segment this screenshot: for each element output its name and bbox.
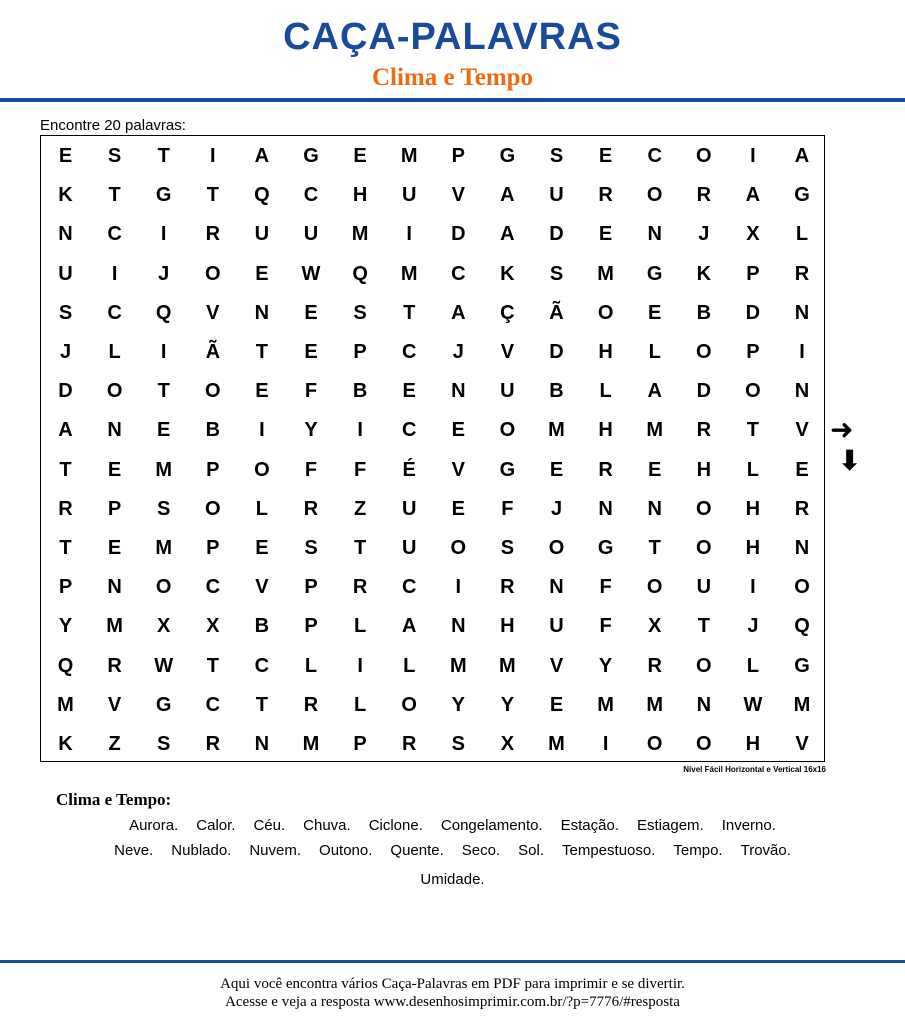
- grid-letter[interactable]: T: [403, 301, 416, 324]
- grid-letter[interactable]: J: [452, 341, 464, 363]
- grid-letter[interactable]: B: [696, 301, 712, 324]
- grid-letter[interactable]: E: [451, 497, 465, 520]
- grid-letter[interactable]: G: [794, 654, 810, 677]
- word-search-grid: [40, 135, 825, 762]
- grid-letter[interactable]: H: [500, 615, 515, 638]
- grid-letter[interactable]: O: [696, 497, 712, 520]
- grid-letter[interactable]: P: [353, 341, 367, 363]
- grid-letter[interactable]: N: [647, 497, 662, 520]
- grid-letter[interactable]: E: [353, 145, 367, 167]
- grid-letter[interactable]: L: [353, 615, 367, 638]
- grid-letter[interactable]: S: [549, 262, 564, 285]
- grid-letter[interactable]: M: [155, 458, 173, 481]
- grid-letter[interactable]: O: [450, 537, 467, 559]
- grid-letter[interactable]: E: [451, 419, 465, 442]
- grid-letter[interactable]: Y: [500, 693, 515, 716]
- grid-letter[interactable]: T: [255, 341, 268, 363]
- grid-letter[interactable]: É: [402, 458, 416, 481]
- grid-letter[interactable]: I: [160, 223, 167, 246]
- grid-letter[interactable]: P: [451, 145, 465, 167]
- header-divider: [0, 98, 905, 102]
- grid-letter[interactable]: R: [58, 497, 73, 520]
- grid-letter[interactable]: M: [793, 693, 811, 716]
- grid-letter[interactable]: T: [255, 693, 268, 716]
- grid-letter[interactable]: I: [357, 654, 363, 677]
- grid-letter[interactable]: N: [794, 537, 810, 559]
- grid-letter[interactable]: F: [304, 380, 318, 403]
- grid-letter[interactable]: X: [206, 615, 220, 638]
- grid-letter[interactable]: X: [500, 733, 515, 755]
- word-list-item: Congelamento.: [440, 817, 543, 834]
- grid-letter[interactable]: O: [205, 380, 221, 403]
- word-list-item: Quente.: [390, 842, 444, 859]
- grid-letter[interactable]: M: [646, 419, 664, 442]
- grid-letter[interactable]: S: [58, 301, 73, 324]
- level-note: Nível Fácil Horizontal e Vertical 16x16: [683, 765, 826, 774]
- grid-letter[interactable]: O: [794, 576, 810, 599]
- grid-letter[interactable]: N: [254, 733, 270, 755]
- grid-letter[interactable]: M: [646, 693, 664, 716]
- grid-letter[interactable]: L: [108, 341, 121, 363]
- grid-letter[interactable]: K: [58, 733, 73, 755]
- word-list-row: [0, 817, 905, 834]
- grid-letter[interactable]: V: [795, 419, 809, 442]
- grid-letter[interactable]: Ã: [549, 301, 564, 324]
- grid-letter[interactable]: S: [451, 733, 465, 755]
- grid-letter[interactable]: E: [255, 380, 269, 403]
- grid-letter[interactable]: O: [696, 654, 712, 677]
- grid-letter[interactable]: M: [302, 733, 320, 755]
- grid-letter[interactable]: Q: [794, 615, 810, 638]
- grid-letter[interactable]: C: [254, 654, 270, 677]
- grid-letter[interactable]: B: [205, 419, 221, 442]
- arrow-right-icon: ➜: [830, 413, 854, 446]
- grid-letter[interactable]: G: [646, 262, 663, 285]
- grid-letter[interactable]: R: [303, 497, 319, 520]
- grid-letter[interactable]: M: [449, 654, 467, 677]
- grid-letter[interactable]: H: [745, 537, 761, 559]
- grid-letter[interactable]: N: [696, 693, 712, 716]
- grid-letter[interactable]: D: [58, 380, 73, 403]
- grid-letter[interactable]: I: [357, 419, 363, 442]
- grid-letter[interactable]: G: [303, 145, 319, 167]
- grid-letter[interactable]: O: [745, 380, 761, 403]
- grid-letter[interactable]: J: [59, 341, 72, 363]
- grid-letter[interactable]: R: [205, 223, 221, 246]
- grid-letter[interactable]: I: [160, 341, 167, 363]
- arrow-down-icon: ⬇: [838, 444, 862, 477]
- grid-letter[interactable]: B: [549, 380, 564, 403]
- grid-letter[interactable]: R: [352, 576, 368, 599]
- grid-letter[interactable]: P: [353, 733, 367, 755]
- grid-letter[interactable]: I: [602, 733, 609, 755]
- grid-letter[interactable]: N: [58, 223, 73, 246]
- grid-letter[interactable]: L: [648, 341, 661, 363]
- grid-letter[interactable]: U: [500, 380, 515, 403]
- grid-letter[interactable]: H: [745, 497, 761, 520]
- grid-letter[interactable]: A: [401, 615, 417, 638]
- grid-letter[interactable]: I: [406, 223, 412, 246]
- grid-letter[interactable]: I: [259, 419, 265, 442]
- grid-letter[interactable]: U: [303, 223, 319, 246]
- grid-letter[interactable]: C: [647, 145, 662, 167]
- grid-letter[interactable]: Y: [304, 419, 318, 442]
- grid-letter[interactable]: X: [157, 615, 171, 638]
- grid-letter[interactable]: M: [155, 537, 173, 559]
- grid-letter[interactable]: A: [794, 145, 810, 167]
- grid-letter[interactable]: F: [599, 576, 612, 599]
- grid-letter[interactable]: F: [353, 458, 367, 481]
- grid-letter[interactable]: S: [157, 733, 171, 755]
- instruction-text: Encontre 20 palavras:: [40, 117, 186, 134]
- grid-letter[interactable]: G: [597, 537, 614, 559]
- grid-letter[interactable]: F: [599, 615, 612, 638]
- grid-letter[interactable]: U: [549, 184, 564, 207]
- grid-letter[interactable]: R: [647, 654, 662, 677]
- grid-letter[interactable]: S: [157, 497, 171, 520]
- grid-letter[interactable]: E: [255, 262, 269, 285]
- grid-letter[interactable]: T: [206, 654, 219, 677]
- grid-letter[interactable]: E: [648, 301, 662, 324]
- grid-letter[interactable]: H: [352, 184, 368, 207]
- word-list-item: Nuvem.: [249, 842, 302, 859]
- grid-letter[interactable]: C: [401, 576, 417, 599]
- grid-letter[interactable]: E: [402, 380, 416, 403]
- grid-letter[interactable]: E: [598, 223, 613, 246]
- grid-letter[interactable]: P: [746, 262, 760, 285]
- grid-letter[interactable]: O: [254, 458, 270, 481]
- grid-letter[interactable]: N: [451, 615, 466, 638]
- grid-letter[interactable]: O: [205, 262, 221, 285]
- grid-letter[interactable]: O: [696, 537, 712, 559]
- grid-letter[interactable]: G: [794, 184, 810, 207]
- word-list-item: Nublado.: [171, 842, 232, 859]
- footer-line-1: Aqui você encontra vários Caça-Palavras em PDF para imprimir e se divertir.: [220, 976, 685, 992]
- grid-letter[interactable]: L: [304, 654, 318, 677]
- grid-letter[interactable]: M: [351, 223, 369, 246]
- word-list-item: Tempestuoso.: [562, 842, 656, 859]
- grid-letter[interactable]: O: [696, 341, 712, 363]
- grid-letter[interactable]: O: [646, 184, 663, 207]
- word-list-row: [0, 842, 905, 859]
- grid-letter[interactable]: T: [206, 184, 219, 207]
- grid-letter[interactable]: O: [155, 576, 172, 599]
- grid-letter[interactable]: V: [451, 458, 465, 481]
- word-list-item: Chuva.: [303, 817, 351, 834]
- grid-letter[interactable]: K: [696, 262, 712, 285]
- grid-letter[interactable]: V: [255, 576, 269, 599]
- grid-letter[interactable]: T: [157, 380, 170, 403]
- grid-letter[interactable]: R: [696, 184, 712, 207]
- grid-letter[interactable]: H: [745, 733, 761, 755]
- grid-letter[interactable]: G: [499, 145, 516, 167]
- grid-letter[interactable]: C: [451, 262, 466, 285]
- grid-letter[interactable]: D: [451, 223, 466, 246]
- grid-letter[interactable]: C: [107, 301, 122, 324]
- page-subtitle: Clima e Tempo: [371, 64, 534, 91]
- grid-letter[interactable]: M: [106, 615, 123, 638]
- grid-letter[interactable]: U: [696, 576, 712, 599]
- grid-letter[interactable]: F: [501, 497, 514, 520]
- grid-letter[interactable]: U: [401, 497, 417, 520]
- grid-letter[interactable]: O: [499, 419, 516, 442]
- grid-letter[interactable]: H: [598, 419, 613, 442]
- grid-letter[interactable]: R: [303, 693, 319, 716]
- grid-letter[interactable]: P: [304, 615, 318, 638]
- grid-letter[interactable]: E: [107, 458, 122, 481]
- grid-letter[interactable]: L: [255, 497, 268, 520]
- grid-letter[interactable]: I: [455, 576, 462, 599]
- grid-letter[interactable]: O: [696, 733, 712, 755]
- grid-letter[interactable]: C: [205, 693, 221, 716]
- grid-letter[interactable]: R: [500, 576, 515, 599]
- grid-letter[interactable]: N: [598, 497, 613, 520]
- grid-letter[interactable]: R: [696, 419, 712, 442]
- word-list-item: Seco.: [461, 842, 501, 859]
- grid-letter[interactable]: A: [745, 184, 761, 207]
- grid-letter[interactable]: S: [500, 537, 515, 559]
- grid-letter[interactable]: V: [500, 341, 515, 363]
- grid-letter[interactable]: E: [648, 458, 662, 481]
- grid-letter[interactable]: D: [549, 223, 564, 246]
- grid-letter[interactable]: A: [500, 184, 515, 207]
- grid-letter[interactable]: K: [58, 184, 73, 207]
- word-list-item: Céu.: [253, 817, 286, 834]
- grid-letter[interactable]: A: [254, 145, 270, 167]
- grid-letter[interactable]: Y: [598, 654, 613, 677]
- grid-letter[interactable]: G: [155, 693, 172, 716]
- grid-letter[interactable]: E: [549, 693, 564, 716]
- grid-letter[interactable]: V: [451, 184, 465, 207]
- word-list-row: [0, 871, 905, 888]
- grid-letter[interactable]: L: [746, 458, 759, 481]
- grid-letter[interactable]: I: [210, 145, 216, 167]
- word-list-item: Estação.: [560, 817, 619, 834]
- grid-letter[interactable]: L: [795, 223, 809, 246]
- grid-letter[interactable]: L: [599, 380, 612, 403]
- grid-letter[interactable]: T: [648, 537, 661, 559]
- grid-letter[interactable]: J: [698, 223, 710, 246]
- grid-letter[interactable]: Ã: [205, 341, 221, 363]
- grid-letter[interactable]: E: [598, 145, 613, 167]
- grid-letter[interactable]: C: [303, 184, 319, 207]
- grid-letter[interactable]: C: [107, 223, 122, 246]
- grid-letter[interactable]: G: [155, 184, 172, 207]
- grid-letter[interactable]: T: [697, 615, 710, 638]
- grid-letter[interactable]: R: [107, 654, 122, 677]
- grid-letter[interactable]: N: [107, 576, 122, 599]
- grid-letter[interactable]: T: [353, 537, 367, 559]
- grid-letter[interactable]: N: [794, 380, 810, 403]
- grid-letter[interactable]: N: [549, 576, 564, 599]
- grid-letter[interactable]: M: [548, 419, 565, 442]
- grid-letter[interactable]: D: [549, 341, 564, 363]
- grid-letter[interactable]: U: [254, 223, 270, 246]
- grid-letter[interactable]: O: [548, 537, 565, 559]
- grid-letter[interactable]: R: [794, 262, 810, 285]
- grid-letter[interactable]: N: [254, 301, 270, 324]
- grid-letter[interactable]: P: [107, 497, 122, 520]
- grid-letter[interactable]: M: [597, 262, 614, 285]
- grid-letter[interactable]: O: [696, 145, 712, 167]
- word-list-item: Calor.: [196, 817, 236, 834]
- grid-letter[interactable]: Y: [451, 693, 465, 716]
- grid-letter[interactable]: W: [743, 693, 763, 716]
- grid-letter[interactable]: R: [598, 458, 613, 481]
- grid-letter[interactable]: E: [107, 537, 122, 559]
- word-list-item: Neve.: [114, 842, 154, 859]
- grid-letter[interactable]: D: [696, 380, 712, 403]
- grid-letter[interactable]: Q: [352, 262, 368, 285]
- word-list-item: Tempo.: [673, 842, 723, 859]
- grid-letter[interactable]: E: [255, 537, 269, 559]
- grid-letter[interactable]: M: [548, 733, 565, 755]
- grid-letter[interactable]: W: [301, 262, 321, 285]
- grid-letter[interactable]: E: [157, 419, 171, 442]
- grid-letter[interactable]: T: [108, 184, 121, 207]
- grid-letter[interactable]: B: [352, 380, 368, 403]
- grid-letter[interactable]: T: [59, 537, 72, 559]
- page-title: CAÇA-PALAVRAS: [283, 16, 622, 58]
- grid-letter[interactable]: S: [549, 145, 564, 167]
- grid-letter[interactable]: H: [696, 458, 712, 481]
- grid-letter[interactable]: P: [304, 576, 318, 599]
- grid-letter[interactable]: T: [157, 145, 170, 167]
- grid-letter[interactable]: U: [401, 537, 417, 559]
- grid-letter[interactable]: L: [746, 654, 759, 677]
- grid-letter[interactable]: N: [647, 223, 662, 246]
- grid-letter[interactable]: V: [795, 733, 809, 755]
- grid-letter[interactable]: O: [646, 733, 663, 755]
- grid-letter[interactable]: X: [648, 615, 662, 638]
- grid-letter[interactable]: J: [158, 262, 170, 285]
- grid-letter[interactable]: K: [500, 262, 515, 285]
- word-list-item: Sol.: [518, 842, 544, 859]
- grid-letter[interactable]: T: [59, 458, 72, 481]
- grid-letter[interactable]: E: [549, 458, 564, 481]
- grid-letter[interactable]: R: [794, 497, 810, 520]
- grid-letter[interactable]: O: [646, 576, 663, 599]
- grid-letter[interactable]: G: [499, 458, 516, 481]
- grid-letter[interactable]: J: [747, 615, 759, 638]
- footer-divider: [0, 960, 905, 963]
- grid-letter[interactable]: L: [353, 693, 367, 716]
- grid-letter[interactable]: W: [154, 654, 174, 677]
- word-list-item: Trovão.: [740, 842, 791, 859]
- grid-letter[interactable]: C: [205, 576, 221, 599]
- grid-letter[interactable]: C: [401, 419, 417, 442]
- word-list-item: Aurora.: [129, 817, 179, 834]
- grid-letter[interactable]: O: [401, 693, 417, 716]
- grid-letter[interactable]: M: [57, 693, 74, 716]
- grid-letter[interactable]: E: [58, 145, 73, 167]
- word-list-item: Umidade.: [420, 871, 485, 888]
- grid-letter[interactable]: J: [550, 497, 563, 520]
- grid-letter[interactable]: E: [304, 341, 318, 363]
- grid-letter[interactable]: N: [451, 380, 466, 403]
- grid-letter[interactable]: A: [451, 301, 466, 324]
- grid-letter[interactable]: H: [598, 341, 613, 363]
- grid-letter[interactable]: Ç: [500, 301, 515, 324]
- grid-letter[interactable]: S: [304, 537, 318, 559]
- grid-letter[interactable]: Q: [254, 184, 270, 207]
- grid-letter[interactable]: R: [401, 733, 417, 755]
- grid-letter[interactable]: Z: [108, 733, 121, 755]
- word-list-heading: Clima e Tempo:: [56, 790, 172, 809]
- grid-letter[interactable]: V: [206, 301, 220, 324]
- grid-letter[interactable]: P: [58, 576, 73, 599]
- grid-letter[interactable]: A: [500, 223, 515, 246]
- grid-letter[interactable]: M: [499, 654, 516, 677]
- grid-letter[interactable]: O: [205, 497, 221, 520]
- grid-letter[interactable]: O: [597, 301, 614, 324]
- grid-letter[interactable]: E: [304, 301, 318, 324]
- grid-letter[interactable]: I: [111, 262, 118, 285]
- word-list-item: Inverno.: [721, 817, 776, 834]
- word-list-item: Outono.: [319, 842, 373, 859]
- grid-letter[interactable]: R: [205, 733, 221, 755]
- grid-letter[interactable]: U: [401, 184, 417, 207]
- grid-letter[interactable]: D: [745, 301, 761, 324]
- grid-letter[interactable]: N: [794, 301, 810, 324]
- grid-letter[interactable]: P: [206, 458, 220, 481]
- grid-letter[interactable]: E: [795, 458, 809, 481]
- grid-letter[interactable]: T: [746, 419, 759, 442]
- grid-letter[interactable]: S: [107, 145, 122, 167]
- grid-letter[interactable]: O: [106, 380, 123, 403]
- grid-letter[interactable]: Q: [155, 301, 172, 324]
- grid-letter[interactable]: A: [647, 380, 662, 403]
- grid-letter[interactable]: U: [58, 262, 73, 285]
- grid-letter[interactable]: M: [597, 693, 614, 716]
- grid-letter[interactable]: I: [750, 145, 756, 167]
- grid-letter[interactable]: N: [107, 419, 122, 442]
- grid-letter[interactable]: M: [400, 262, 418, 285]
- grid-letter[interactable]: F: [304, 458, 318, 481]
- grid-letter[interactable]: V: [107, 693, 122, 716]
- grid-letter[interactable]: Q: [57, 654, 74, 677]
- grid-letter[interactable]: Z: [353, 497, 367, 520]
- grid-letter[interactable]: A: [58, 419, 73, 442]
- grid-letter[interactable]: B: [254, 615, 270, 638]
- grid-letter[interactable]: C: [401, 341, 417, 363]
- grid-letter[interactable]: Y: [58, 615, 73, 638]
- grid-letter[interactable]: I: [799, 341, 805, 363]
- grid-letter[interactable]: L: [403, 654, 416, 677]
- word-list-item: Estiagem.: [637, 817, 704, 834]
- word-list-item: Ciclone.: [368, 817, 423, 834]
- grid-letter[interactable]: I: [750, 576, 756, 599]
- grid-letter[interactable]: S: [353, 301, 367, 324]
- grid-letter[interactable]: M: [400, 145, 418, 167]
- grid-letter[interactable]: X: [746, 223, 760, 246]
- grid-letter[interactable]: P: [746, 341, 760, 363]
- footer-line-2: Acesse e veja a resposta www.desenhosimprimir.com.br/?p=7776/#resposta: [225, 994, 680, 1010]
- grid-letter[interactable]: R: [598, 184, 613, 207]
- grid-letter[interactable]: U: [549, 615, 564, 638]
- grid-letter[interactable]: P: [206, 537, 220, 559]
- grid-letter[interactable]: V: [549, 654, 564, 677]
